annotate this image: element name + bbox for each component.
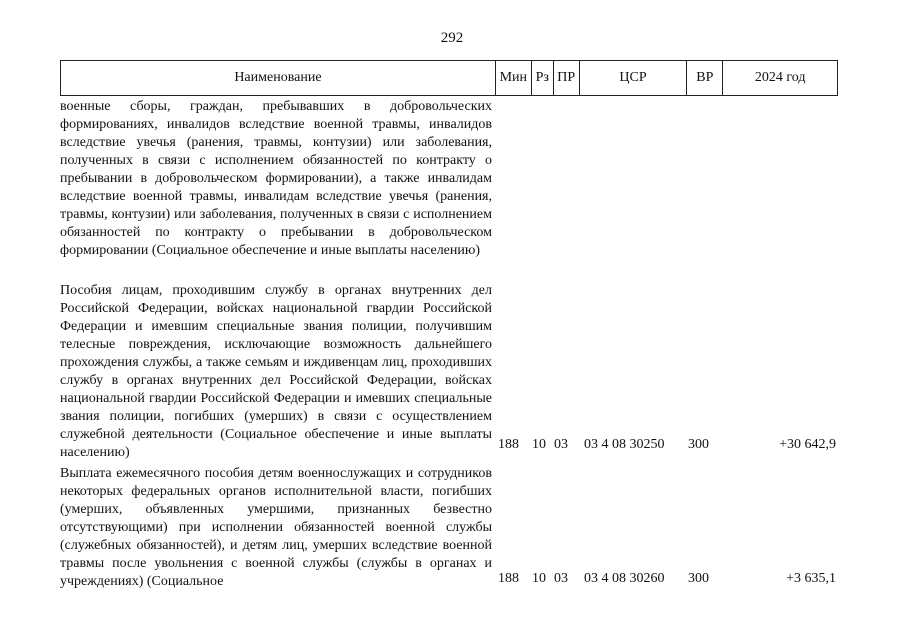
row-vr: 300 — [688, 437, 709, 452]
header-year: 2024 год — [754, 70, 806, 85]
row-min: 188 — [498, 437, 519, 452]
row-min: 188 — [498, 571, 519, 586]
row-description: Выплата ежемесячного пособия детям военнослужащих и сотрудников некоторых федеральных органов исполнительной власти, погибших (умерших, объявленных умершими, признанных безвестно отсутствующими) при исполнении обязанностей военной службы (служебных обязанностей), и детям лиц, умерших вследствие военной травмы после увольнения с военной службы (службы в органах и учреждениях) (Социальное — [60, 466, 492, 589]
row-rz: 10 — [532, 571, 546, 586]
row-sum: +30 642,9 — [779, 437, 836, 452]
row-description: Пособия лицам, проходившим службу в органах внутренних дел Российской Федерации, войсках национальной гвардии Российской Федерации и имевшим специальные звания полиции, получившим телесные повреждения, исключающие возможность дальнейшего прохождения службы, а также семьям и иждивенцам лиц, проходивших службу в органах внутренних дел Российской Федерации, войсках национальной гвардии Российской Федерации и имевших специальные звания полиции, погибших (умерших) в связи с осуществлением служебной деятельности (Социальное обеспечение и иные выплаты населению) — [60, 283, 492, 460]
page-number: 292 — [440, 30, 464, 46]
row-sum: +3 635,1 — [786, 571, 836, 586]
header-pr: ПР — [554, 61, 580, 95]
row-pr: 03 — [554, 571, 568, 586]
row-pr: 03 — [554, 437, 568, 452]
header-rz: Рз — [532, 61, 554, 95]
header-min: Мин — [496, 61, 532, 95]
row-vr: 300 — [688, 571, 709, 586]
row-csr: 03 4 08 30260 — [584, 571, 665, 586]
row-description: военные сборы, граждан, пребывавших в добровольческих формированиях, инвалидов вследствие военной травмы, инвалидов вследствие увечья (ранения, травмы, контузии) или заболевания, полученных в связи с исполнением обязанностей по контракту о пребывании в добровольческом формировании), а также инвалидам вследствие военной травмы, инвалидам вследствие увечья (ранения, травмы, контузии) или заболевания, полученных в связи с исполнением обязанностей по контракту о пребывании в добровольческом формировании (Социальное обеспечение и иные выплаты населению) — [60, 99, 492, 258]
row-rz: 10 — [532, 437, 546, 452]
row-csr: 03 4 08 30250 — [584, 437, 665, 452]
table-header — [60, 60, 838, 96]
header-csr: ЦСР — [580, 61, 688, 95]
header-name: Наименование — [61, 61, 496, 95]
header-vr: ВР — [687, 61, 723, 95]
